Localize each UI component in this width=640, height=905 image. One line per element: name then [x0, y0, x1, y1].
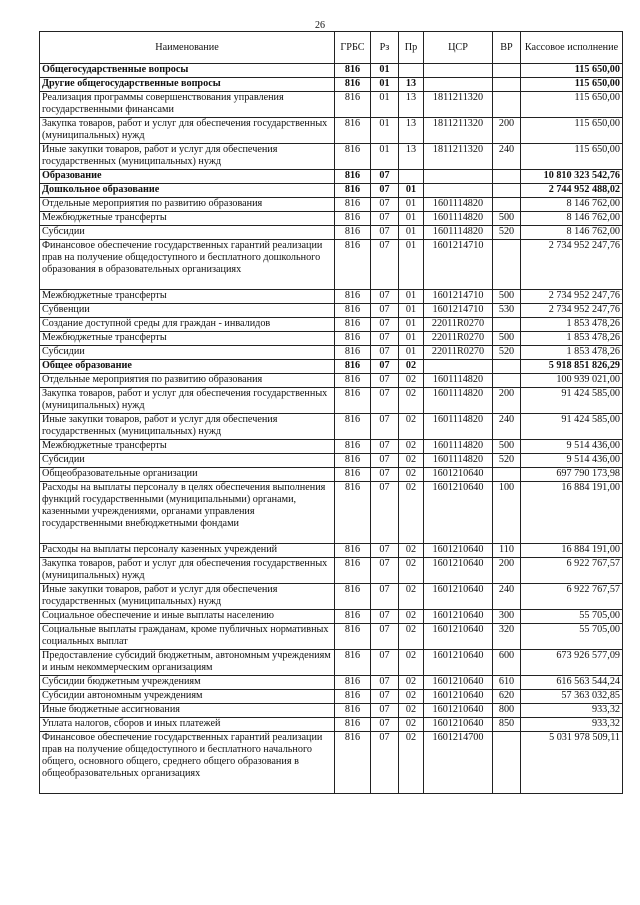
cell-csr: [424, 360, 493, 374]
cell-pr: [399, 170, 424, 184]
cell-name: Закупка товаров, работ и услуг для обеспечения государственных (муниципальных) нужд: [40, 558, 335, 584]
cell-amount: 8 146 762,00: [521, 212, 623, 226]
cell-grbs: 816: [335, 440, 371, 454]
cell-grbs: 816: [335, 690, 371, 704]
cell-rz: 01: [371, 78, 399, 92]
cell-pr: 02: [399, 360, 424, 374]
cell-amount: 8 146 762,00: [521, 226, 623, 240]
cell-grbs: 816: [335, 240, 371, 290]
cell-grbs: 816: [335, 388, 371, 414]
cell-csr: 1601114820: [424, 388, 493, 414]
cell-amount: 5 918 851 826,29: [521, 360, 623, 374]
cell-grbs: 816: [335, 610, 371, 624]
cell-csr: 22011R0270: [424, 346, 493, 360]
cell-pr: 02: [399, 558, 424, 584]
cell-name: Субсидии: [40, 454, 335, 468]
table-row: [40, 360, 623, 374]
cell-pr: 01: [399, 184, 424, 198]
cell-rz: 07: [371, 676, 399, 690]
cell-grbs: 816: [335, 584, 371, 610]
cell-grbs: 816: [335, 184, 371, 198]
cell-grbs: 816: [335, 78, 371, 92]
cell-rz: 07: [371, 226, 399, 240]
cell-rz: 07: [371, 624, 399, 650]
cell-name: Общее образование: [40, 360, 335, 374]
cell-rz: 07: [371, 454, 399, 468]
table-row: [40, 78, 623, 92]
cell-rz: 07: [371, 212, 399, 226]
cell-csr: 1601210640: [424, 718, 493, 732]
cell-vr: 320: [493, 624, 521, 650]
cell-grbs: 816: [335, 732, 371, 794]
cell-csr: 1601114820: [424, 226, 493, 240]
cell-csr: 1811211320: [424, 92, 493, 118]
cell-amount: 1 853 478,26: [521, 332, 623, 346]
table-row: [40, 544, 623, 558]
cell-pr: 13: [399, 92, 424, 118]
cell-name: Предоставление субсидий бюджетным, автономным учреждениям и иным некоммерческим организациям: [40, 650, 335, 676]
cell-grbs: 816: [335, 718, 371, 732]
table-row: [40, 212, 623, 226]
cell-csr: 1601214710: [424, 290, 493, 304]
cell-vr: [493, 64, 521, 78]
cell-name: Иные закупки товаров, работ и услуг для обеспечения государственных (муниципальных) нужд: [40, 584, 335, 610]
cell-csr: 1811211320: [424, 118, 493, 144]
cell-name: Реализация программы совершенствования управления государственными финансами: [40, 92, 335, 118]
cell-vr: [493, 374, 521, 388]
cell-amount: 5 031 978 509,11: [521, 732, 623, 794]
cell-rz: 07: [371, 414, 399, 440]
cell-rz: 07: [371, 544, 399, 558]
cell-pr: 02: [399, 544, 424, 558]
table-row: [40, 650, 623, 676]
cell-grbs: 816: [335, 704, 371, 718]
cell-rz: 07: [371, 304, 399, 318]
cell-grbs: 816: [335, 650, 371, 676]
cell-csr: 1601114820: [424, 374, 493, 388]
cell-pr: 13: [399, 78, 424, 92]
cell-vr: 300: [493, 610, 521, 624]
cell-csr: 1601210640: [424, 650, 493, 676]
cell-pr: 13: [399, 144, 424, 170]
cell-name: Закупка товаров, работ и услуг для обеспечения государственных (муниципальных) нужд: [40, 388, 335, 414]
cell-grbs: 816: [335, 92, 371, 118]
cell-vr: 200: [493, 558, 521, 584]
cell-vr: [493, 78, 521, 92]
table-row: [40, 454, 623, 468]
table-row: [40, 676, 623, 690]
table-row: [40, 624, 623, 650]
cell-amount: 9 514 436,00: [521, 440, 623, 454]
cell-csr: 1601214700: [424, 732, 493, 794]
cell-amount: 6 922 767,57: [521, 584, 623, 610]
cell-pr: 01: [399, 212, 424, 226]
cell-name: Расходы на выплаты персоналу казенных учреждений: [40, 544, 335, 558]
cell-vr: [493, 92, 521, 118]
cell-csr: [424, 78, 493, 92]
cell-pr: 01: [399, 332, 424, 346]
cell-name: Межбюджетные трансферты: [40, 332, 335, 346]
cell-rz: 07: [371, 184, 399, 198]
cell-pr: 01: [399, 290, 424, 304]
cell-amount: 1 853 478,26: [521, 346, 623, 360]
cell-vr: [493, 184, 521, 198]
cell-name: Уплата налогов, сборов и иных платежей: [40, 718, 335, 732]
cell-pr: 02: [399, 388, 424, 414]
table-row: [40, 304, 623, 318]
table-row: [40, 92, 623, 118]
cell-amount: 16 884 191,00: [521, 482, 623, 544]
cell-vr: 100: [493, 482, 521, 544]
table-row: [40, 318, 623, 332]
table-row: [40, 118, 623, 144]
cell-pr: 01: [399, 226, 424, 240]
cell-vr: 520: [493, 346, 521, 360]
cell-amount: 2 734 952 247,76: [521, 240, 623, 290]
cell-rz: 07: [371, 240, 399, 290]
cell-vr: [493, 318, 521, 332]
cell-name: Другие общегосударственные вопросы: [40, 78, 335, 92]
cell-name: Субвенции: [40, 304, 335, 318]
cell-csr: 22011R0270: [424, 332, 493, 346]
header-amount: Кассовое исполнение: [521, 32, 623, 64]
cell-vr: 500: [493, 332, 521, 346]
cell-csr: 1601114820: [424, 198, 493, 212]
cell-amount: 1 853 478,26: [521, 318, 623, 332]
cell-vr: 520: [493, 454, 521, 468]
cell-grbs: 816: [335, 318, 371, 332]
table-row: [40, 184, 623, 198]
cell-grbs: 816: [335, 332, 371, 346]
cell-name: Дошкольное образование: [40, 184, 335, 198]
cell-rz: 07: [371, 290, 399, 304]
cell-csr: 1601214710: [424, 304, 493, 318]
cell-amount: 2 744 952 488,02: [521, 184, 623, 198]
cell-csr: [424, 170, 493, 184]
cell-vr: 600: [493, 650, 521, 676]
cell-vr: [493, 468, 521, 482]
cell-pr: 02: [399, 584, 424, 610]
cell-csr: 1601210640: [424, 482, 493, 544]
cell-amount: 115 650,00: [521, 64, 623, 78]
cell-pr: 02: [399, 440, 424, 454]
cell-vr: 240: [493, 414, 521, 440]
cell-rz: 07: [371, 650, 399, 676]
cell-pr: 01: [399, 346, 424, 360]
cell-amount: 933,32: [521, 718, 623, 732]
cell-amount: 10 810 323 542,76: [521, 170, 623, 184]
cell-vr: 200: [493, 118, 521, 144]
cell-vr: 240: [493, 584, 521, 610]
cell-vr: 200: [493, 388, 521, 414]
cell-amount: 115 650,00: [521, 118, 623, 144]
cell-csr: [424, 184, 493, 198]
cell-amount: 100 939 021,00: [521, 374, 623, 388]
cell-rz: 07: [371, 440, 399, 454]
table-row: [40, 290, 623, 304]
cell-grbs: 816: [335, 468, 371, 482]
cell-csr: 1601210640: [424, 690, 493, 704]
cell-rz: 07: [371, 346, 399, 360]
cell-name: Отдельные мероприятия по развитию образования: [40, 374, 335, 388]
cell-rz: 07: [371, 718, 399, 732]
cell-grbs: 816: [335, 414, 371, 440]
cell-pr: 01: [399, 198, 424, 212]
table-row: [40, 346, 623, 360]
cell-amount: 16 884 191,00: [521, 544, 623, 558]
table-row: [40, 704, 623, 718]
table-row: [40, 718, 623, 732]
table-row: [40, 388, 623, 414]
cell-name: Социальное обеспечение и иные выплаты населению: [40, 610, 335, 624]
cell-pr: 02: [399, 610, 424, 624]
cell-vr: 520: [493, 226, 521, 240]
cell-csr: 1601210640: [424, 558, 493, 584]
table-row: [40, 226, 623, 240]
cell-amount: 9 514 436,00: [521, 454, 623, 468]
cell-grbs: 816: [335, 558, 371, 584]
cell-name: Иные закупки товаров, работ и услуг для обеспечения государственных (муниципальных) нужд: [40, 144, 335, 170]
cell-vr: 620: [493, 690, 521, 704]
cell-grbs: 816: [335, 454, 371, 468]
cell-name: Субсидии: [40, 226, 335, 240]
cell-rz: 07: [371, 610, 399, 624]
cell-rz: 07: [371, 170, 399, 184]
header-vr: ВР: [493, 32, 521, 64]
table-row: [40, 198, 623, 212]
cell-rz: 07: [371, 388, 399, 414]
cell-csr: 22011R0270: [424, 318, 493, 332]
cell-vr: 240: [493, 144, 521, 170]
table-row: [40, 144, 623, 170]
cell-amount: 115 650,00: [521, 78, 623, 92]
page-number: 26: [315, 20, 325, 31]
cell-pr: 02: [399, 482, 424, 544]
cell-csr: 1811211320: [424, 144, 493, 170]
cell-rz: 07: [371, 198, 399, 212]
cell-csr: 1601214710: [424, 240, 493, 290]
cell-name: Межбюджетные трансферты: [40, 440, 335, 454]
header-name: Наименование: [40, 32, 335, 64]
header-csr: ЦСР: [424, 32, 493, 64]
cell-rz: 01: [371, 92, 399, 118]
cell-pr: 01: [399, 318, 424, 332]
cell-grbs: 816: [335, 118, 371, 144]
cell-grbs: 816: [335, 212, 371, 226]
cell-grbs: 816: [335, 170, 371, 184]
cell-pr: 02: [399, 732, 424, 794]
cell-pr: 02: [399, 690, 424, 704]
cell-name: Общегосударственные вопросы: [40, 64, 335, 78]
cell-pr: 01: [399, 240, 424, 290]
table-row: [40, 440, 623, 454]
cell-pr: 02: [399, 650, 424, 676]
cell-csr: 1601210640: [424, 610, 493, 624]
cell-grbs: 816: [335, 64, 371, 78]
cell-csr: 1601114820: [424, 454, 493, 468]
cell-pr: 02: [399, 414, 424, 440]
table-row: [40, 690, 623, 704]
cell-amount: 6 922 767,57: [521, 558, 623, 584]
cell-name: Иные закупки товаров, работ и услуг для обеспечения государственных (муниципальных) нужд: [40, 414, 335, 440]
cell-grbs: 816: [335, 544, 371, 558]
cell-vr: 800: [493, 704, 521, 718]
cell-rz: 07: [371, 318, 399, 332]
cell-rz: 07: [371, 690, 399, 704]
cell-vr: [493, 240, 521, 290]
cell-csr: 1601114820: [424, 212, 493, 226]
header-pr: Пр: [399, 32, 424, 64]
cell-rz: 07: [371, 704, 399, 718]
cell-csr: 1601114820: [424, 414, 493, 440]
cell-grbs: 816: [335, 624, 371, 650]
cell-vr: [493, 170, 521, 184]
cell-grbs: 816: [335, 676, 371, 690]
cell-csr: 1601210640: [424, 704, 493, 718]
cell-vr: 500: [493, 440, 521, 454]
cell-name: Субсидии автономным учреждениям: [40, 690, 335, 704]
cell-amount: 91 424 585,00: [521, 388, 623, 414]
cell-csr: 1601210640: [424, 468, 493, 482]
cell-grbs: 816: [335, 290, 371, 304]
cell-amount: 673 926 577,09: [521, 650, 623, 676]
cell-pr: 02: [399, 718, 424, 732]
cell-vr: [493, 360, 521, 374]
cell-rz: 07: [371, 360, 399, 374]
cell-rz: 01: [371, 144, 399, 170]
cell-pr: 02: [399, 454, 424, 468]
table-row: [40, 610, 623, 624]
cell-amount: 2 734 952 247,76: [521, 304, 623, 318]
cell-csr: 1601114820: [424, 440, 493, 454]
header-rz: Рз: [371, 32, 399, 64]
cell-amount: 2 734 952 247,76: [521, 290, 623, 304]
cell-name: Закупка товаров, работ и услуг для обеспечения государственных (муниципальных) нужд: [40, 118, 335, 144]
cell-grbs: 816: [335, 304, 371, 318]
cell-pr: 01: [399, 304, 424, 318]
table-row: [40, 332, 623, 346]
cell-pr: 02: [399, 374, 424, 388]
cell-csr: 1601210640: [424, 584, 493, 610]
cell-grbs: 816: [335, 144, 371, 170]
cell-name: Субсидии бюджетным учреждениям: [40, 676, 335, 690]
cell-grbs: 816: [335, 374, 371, 388]
table-row: [40, 64, 623, 78]
cell-name: Образование: [40, 170, 335, 184]
cell-pr: 02: [399, 704, 424, 718]
cell-name: Финансовое обеспечение государственных гарантий реализации прав на получение общедоступного и бесплатного начального общего, основного общего, среднего общего образования в общеобразовательных организациях: [40, 732, 335, 794]
table-row: [40, 170, 623, 184]
cell-grbs: 816: [335, 346, 371, 360]
cell-pr: [399, 64, 424, 78]
cell-rz: 07: [371, 374, 399, 388]
cell-rz: 07: [371, 482, 399, 544]
cell-rz: 07: [371, 468, 399, 482]
cell-name: Отдельные мероприятия по развитию образования: [40, 198, 335, 212]
cell-vr: 500: [493, 290, 521, 304]
cell-amount: 57 363 032,85: [521, 690, 623, 704]
cell-name: Создание доступной среды для граждан - инвалидов: [40, 318, 335, 332]
cell-csr: 1601210640: [424, 676, 493, 690]
cell-grbs: 816: [335, 482, 371, 544]
table-header-row: [40, 32, 623, 64]
cell-pr: 02: [399, 624, 424, 650]
cell-name: Общеобразовательные организации: [40, 468, 335, 482]
cell-vr: 610: [493, 676, 521, 690]
cell-rz: 07: [371, 732, 399, 794]
cell-name: Субсидии: [40, 346, 335, 360]
budget-table: [39, 31, 623, 794]
cell-vr: 500: [493, 212, 521, 226]
cell-amount: 697 790 173,98: [521, 468, 623, 482]
header-grbs: ГРБС: [335, 32, 371, 64]
cell-grbs: 816: [335, 198, 371, 212]
cell-amount: 8 146 762,00: [521, 198, 623, 212]
cell-rz: 01: [371, 118, 399, 144]
table-row: [40, 240, 623, 290]
table-row: [40, 732, 623, 794]
cell-name: Иные бюджетные ассигнования: [40, 704, 335, 718]
cell-pr: 02: [399, 468, 424, 482]
cell-amount: 115 650,00: [521, 92, 623, 118]
cell-vr: 110: [493, 544, 521, 558]
cell-vr: [493, 198, 521, 212]
cell-rz: 07: [371, 332, 399, 346]
cell-name: Финансовое обеспечение государственных гарантий реализации прав на получение общедоступного и бесплатного дошкольного образования в образовательных организациях: [40, 240, 335, 290]
cell-vr: 850: [493, 718, 521, 732]
cell-pr: 13: [399, 118, 424, 144]
cell-rz: 01: [371, 64, 399, 78]
cell-csr: 1601210640: [424, 624, 493, 650]
table-row: [40, 558, 623, 584]
cell-rz: 07: [371, 558, 399, 584]
table-row: [40, 414, 623, 440]
cell-name: Межбюджетные трансферты: [40, 290, 335, 304]
cell-vr: [493, 732, 521, 794]
cell-name: Социальные выплаты гражданам, кроме публичных нормативных социальных выплат: [40, 624, 335, 650]
cell-vr: 530: [493, 304, 521, 318]
cell-amount: 55 705,00: [521, 610, 623, 624]
cell-amount: 115 650,00: [521, 144, 623, 170]
cell-csr: 1601210640: [424, 544, 493, 558]
cell-rz: 07: [371, 584, 399, 610]
cell-grbs: 816: [335, 360, 371, 374]
cell-grbs: 816: [335, 226, 371, 240]
cell-amount: 55 705,00: [521, 624, 623, 650]
cell-amount: 933,32: [521, 704, 623, 718]
cell-pr: 02: [399, 676, 424, 690]
table-row: [40, 482, 623, 544]
table-row: [40, 584, 623, 610]
cell-name: Межбюджетные трансферты: [40, 212, 335, 226]
cell-amount: 616 563 544,24: [521, 676, 623, 690]
cell-name: Расходы на выплаты персоналу в целях обеспечения выполнения функций государственными (муниципальными) органами, казенными учреждениями, органами управления государственными внебюджетными фондами: [40, 482, 335, 544]
table-row: [40, 374, 623, 388]
cell-csr: [424, 64, 493, 78]
cell-amount: 91 424 585,00: [521, 414, 623, 440]
table-row: [40, 468, 623, 482]
